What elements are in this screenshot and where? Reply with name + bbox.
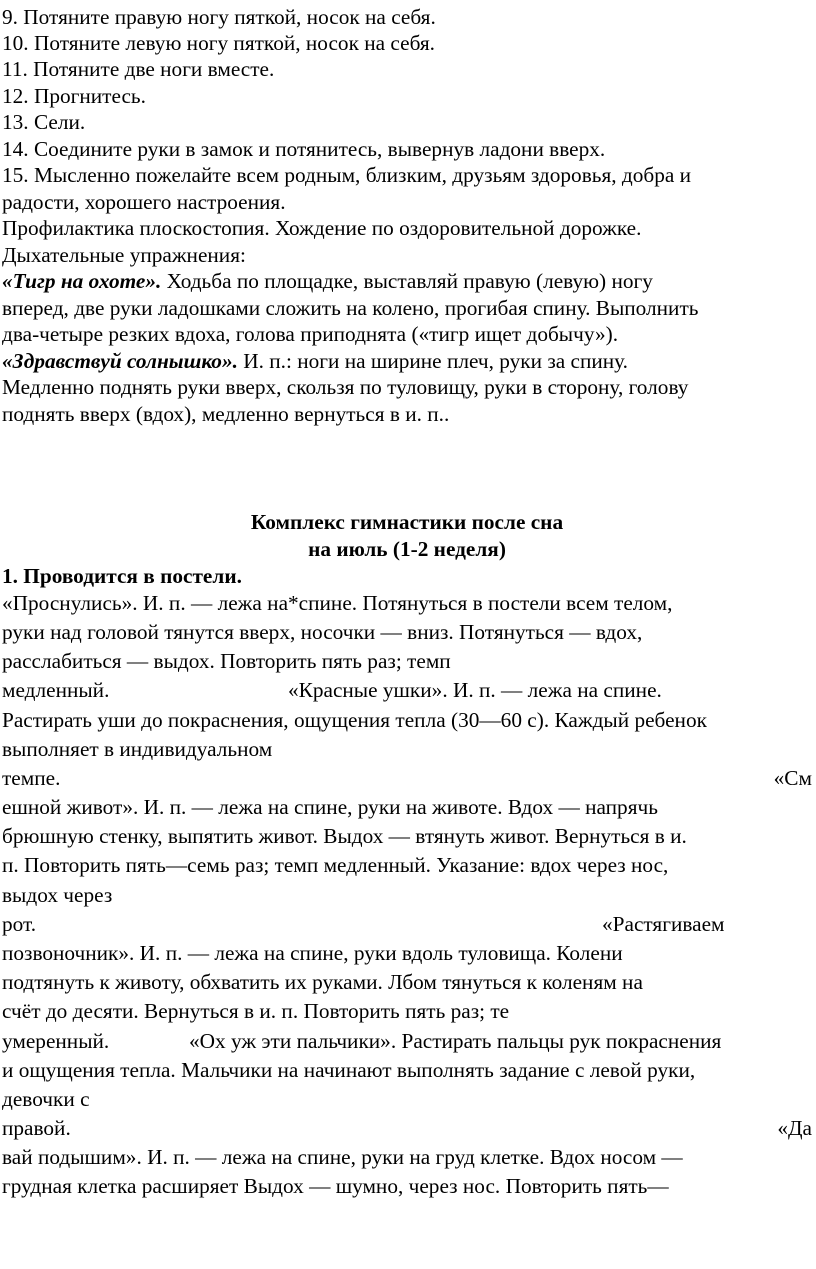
breathing-exercises-heading: Дыхательные упражнения: — [2, 243, 246, 267]
exercise-item-10: 10. Потяните левую ногу пяткой, носок на себя. — [2, 31, 436, 55]
complex-line-12-left: рот. — [2, 912, 37, 936]
complex-line-8: ешной живот». И. п. — лежа на спине, руки на животе. Вдох — напрячь — [2, 795, 658, 819]
complex-line-1: «Проснулись». И. п. — лежа на*спине. Потянуться в постели всем телом, — [2, 591, 673, 615]
sun-exercise-line-3: поднять вверх (вдох), медленно вернуться в и. п.. — [2, 402, 450, 426]
complex-line-13: позвоночник». И. п. — лежа на спине, руки вдоль туловища. Колени — [2, 941, 623, 965]
sun-exercise-title: «Здравствуй солнышко». — [2, 349, 238, 373]
complex-line-6: выполняет в индивидуальном — [2, 737, 273, 761]
tiger-exercise-text: Ходьба по площадке, выставляй правую (левую) ногу — [161, 269, 653, 293]
complex-line-4-left: медленный. — [2, 678, 110, 702]
sun-exercise-text: И. п.: ноги на ширине плеч, руки за спину. — [237, 349, 629, 373]
complex-line-11: выдох через — [2, 883, 113, 907]
complex-line-7-right: «См — [773, 766, 812, 790]
complex-line-17: и ощущения тепла. Мальчики на начинают выполнять задание с левой руки, — [2, 1058, 696, 1082]
prophylaxis-line: Профилактика плоскостопия. Хождение по оздоровительной дорожке. — [2, 216, 642, 240]
exercise-item-11: 11. Потяните две ноги вместе. — [2, 57, 275, 81]
complex-line-9: брюшную стенку, выпятить живот. Выдох — втянуть живот. Вернуться в и. — [2, 824, 687, 848]
complex-line-19-right: «Да — [777, 1116, 812, 1140]
complex-title-line-1: Комплекс гимнастики после сна — [250, 510, 564, 534]
complex-line-16-left: умеренный. — [2, 1029, 110, 1053]
exercise-item-9: 9. Потяните правую ногу пяткой, носок на себя. — [2, 5, 436, 29]
sun-exercise-line-2: Медленно поднять руки вверх, скользя по туловищу, руки в сторону, голову — [2, 375, 689, 399]
complex-line-10: п. Повторить пять—семь раз; темп медленный. Указание: вдох через нос, — [2, 853, 669, 877]
complex-line-5: Растирать уши до покраснения, ощущения тепла (30—60 с). Каждый ребенок — [2, 708, 707, 732]
tiger-exercise-line-1 — [2, 268, 812, 294]
exercise-item-12: 12. Прогнитесь. — [2, 84, 146, 108]
exercise-item-13: 13. Сели. — [2, 110, 86, 134]
complex-line-12-right: «Растягиваем — [602, 912, 725, 936]
sun-exercise-line-1 — [2, 348, 812, 374]
exercise-item-14: 14. Соедините руки в замок и потянитесь, вывернув ладони вверх. — [2, 137, 606, 161]
complex-line-4 — [2, 677, 812, 703]
complex-line-3: расслабиться — выдох. Повторить пять раз; темп — [2, 649, 451, 673]
complex-line-19-left: правой. — [2, 1116, 71, 1140]
complex-subheading: 1. Проводится в постели. — [2, 564, 242, 588]
tiger-exercise-line-2: вперед, две руки ладошками сложить на колено, прогибая спину. Выполнить — [2, 296, 699, 320]
complex-line-16 — [2, 1028, 812, 1054]
tiger-exercise-line-3: два-четыре резких вдоха, голова приподнята («тигр ищет добычу»). — [2, 322, 619, 346]
tiger-exercise-title: «Тигр на охоте». — [2, 269, 162, 293]
complex-line-14: подтянуть к животу, обхватить их руками. Лбом тянуться к коленям на — [2, 970, 643, 994]
complex-line-7-left: темпе. — [2, 766, 61, 790]
complex-line-4-right: «Красные ушки». И. п. — лежа на спине. — [288, 678, 662, 702]
complex-line-15: счёт до десяти. Вернуться в и. п. Повторить пять раз; те — [2, 999, 510, 1023]
complex-line-7 — [2, 765, 812, 791]
complex-line-12 — [2, 911, 812, 937]
complex-line-16-right: «Ох уж эти пальчики». Растирать пальцы рук покраснения — [189, 1029, 722, 1053]
complex-line-2: руки над головой тянутся вверх, носочки — вниз. Потянуться — вдох, — [2, 620, 643, 644]
complex-line-18: девочки с — [2, 1087, 90, 1111]
complex-line-20: вай подышим». И. п. — лежа на спине, руки на груд клетке. Вдох носом — — [2, 1145, 683, 1169]
exercise-item-15-line-2: радости, хорошего настроения. — [2, 190, 286, 214]
complex-line-19 — [2, 1115, 812, 1141]
complex-title-line-2: на июль (1-2 неделя) — [308, 537, 506, 561]
exercise-item-15-line-1: 15. Мысленно пожелайте всем родным, близким, друзьям здоровья, добра и — [2, 163, 692, 187]
complex-line-21: грудная клетка расширяет Выдох — шумно, через нос. Повторить пять— — [2, 1174, 669, 1198]
